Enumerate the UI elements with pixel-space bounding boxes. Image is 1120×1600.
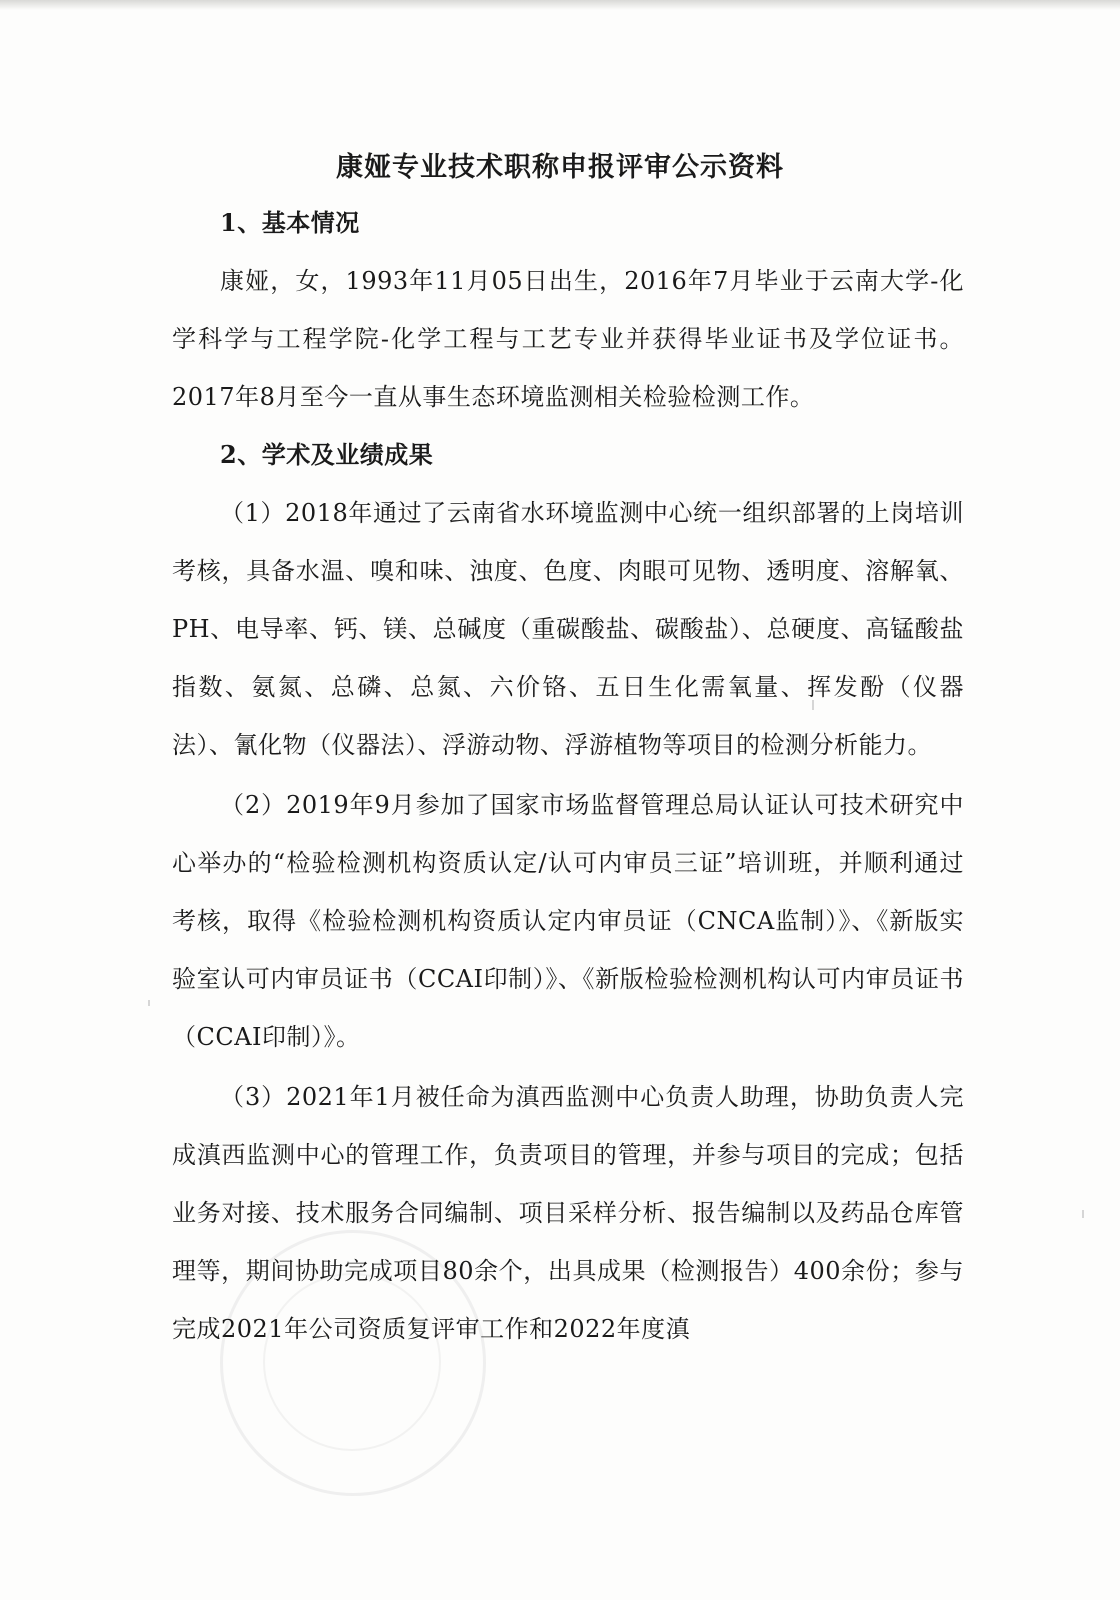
section-heading-basic-info: 1、基本情况: [220, 208, 360, 237]
document-body: [172, 194, 964, 1358]
scan-speck: [1082, 1210, 1084, 1218]
section-heading-achievements: 2、学术及业绩成果: [220, 440, 434, 469]
scan-edge: [0, 0, 1120, 10]
document-title: 康娅专业技术职称申报评审公示资料: [336, 152, 784, 183]
paragraph-achievement-1: （1）2018年通过了云南省水环境监测中心统一组织部署的上岗培训考核，具备水温、嗅和味、浊度、色度、肉眼可见物、透明度、溶解氧、PH、电导率、钙、镁、总碱度（重碳酸盐、碳酸盐）、总硬度、高锰酸盐指数、氨氮、总磷、总氮、六价铬、五日生化需氧量、挥发酚（仪器法）、氰化物（仪器法）、浮游动物、浮游植物等项目的检测分析能力。: [172, 499, 964, 759]
scan-speck: [148, 1000, 150, 1006]
paragraph-basic-info: 康娅，女，1993年11月05日出生，2016年7月毕业于云南大学-化学科学与工程学院-化学工程与工艺专业并获得毕业证书及学位证书。2017年8月至今一直从事生态环境监测相关检验检测工作。: [172, 267, 964, 411]
paragraph-achievement-3: （3）2021年1月被任命为滇西监测中心负责人助理，协助负责人完成滇西监测中心的管理工作，负责项目的管理，并参与项目的完成；包括业务对接、技术服务合同编制、项目采样分析、报告编制以及药品仓库管理等，期间协助完成项目80余个，出具成果（检测报告）400余份；参与完成2021年公司资质复评审工作和2022年度滇: [172, 1083, 964, 1343]
paragraph-achievement-2: （2）2019年9月参加了国家市场监督管理总局认证认可技术研究中心举办的“检验检测机构资质认定/认可内审员三证”培训班，并顺利通过考核，取得《检验检测机构资质认定内审员证（CNCA监制）》、《新版实验室认可内审员证书（CCAI印制）》、《新版检验检测机构认可内审员证书（CCAI印制）》。: [172, 791, 964, 1051]
